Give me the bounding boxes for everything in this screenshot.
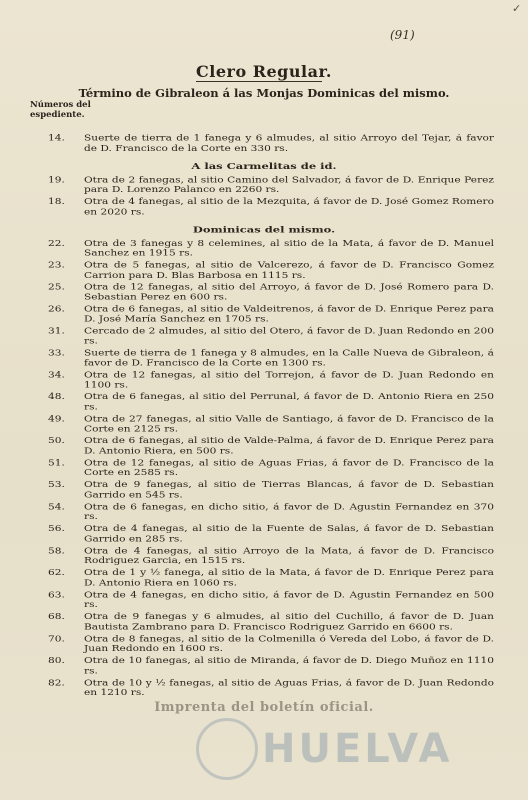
entry-text: Otra de 6 fanegas, al sitio del Perrunal, á favor de D. Antonio Riera en 250 rs. (84, 392, 494, 412)
expediente-number: 58. (48, 546, 65, 556)
entry-text: Otra de 6 fanegas, al sitio de Valde-Palma, á favor de D. Enrique Perez para D. Antonio Riera, en 500 rs. (84, 436, 494, 456)
expediente-number: 70. (48, 634, 65, 644)
expediente-number: 53. (48, 480, 65, 490)
expediente-number: 68. (48, 612, 65, 622)
entry-text: Otra de 10 y ½ fanegas, al sitio de Aguas Frias, á favor de D. Juan Redondo en 1210 rs. (84, 678, 494, 698)
entry-text: Otra de 2 fanegas, al sitio Camino del Salvador, á favor de D. Enrique Perez para D. Lorenzo Palanco en 2260 rs. (84, 175, 494, 195)
archive-logo-watermark (196, 718, 258, 780)
page-number: (91) (390, 28, 415, 42)
entry-text: Otra de 4 fanegas, al sitio de la Mezquita, á favor de D. José Gomez Romero en 2020 rs. (84, 197, 494, 217)
entry-text: Otra de 9 fanegas, al sitio de Tierras Blancas, á favor de D. Sebastian Garrido en 545 rs. (84, 480, 494, 500)
entry-text: Otra de 12 fanegas, al sitio de Aguas Frias, á favor de D. Francisco de la Corte en 2585 rs. (84, 458, 494, 478)
expediente-number: 26. (48, 304, 65, 314)
entry-text: Otra de 4 fanegas, en dicho sitio, á favor de D. Agustin Fernandez en 500 rs. (84, 590, 494, 610)
expediente-number: 80. (48, 656, 65, 666)
expediente-number: 34. (48, 370, 65, 380)
expediente-number: 54. (48, 502, 65, 512)
expediente-number: 49. (48, 414, 65, 424)
expediente-number: 56. (48, 524, 65, 534)
expediente-number: 18. (48, 197, 65, 207)
expediente-number: 82. (48, 678, 65, 688)
term-heading: Término de Gibraleon á las Monjas Dominicas del mismo. (78, 86, 450, 100)
entry-text: Cercado de 2 almudes, al sitio del Otero, á favor de D. Juan Redondo en 200 rs. (84, 326, 495, 346)
entry-text: Otra de 5 fanegas, al sitio de Valcerezo, á favor de D. Francisco Gomez Carrion para D. Blas Barbosa en 1115 rs. (84, 260, 494, 280)
expediente-number: 33. (48, 348, 65, 358)
expediente-number: 62. (48, 568, 65, 578)
entry-text: Otra de 4 fanegas, al sitio de la Fuente de Salas, á favor de D. Sebastian Garrido en 285 rs. (84, 524, 494, 544)
expediente-number: 48. (48, 392, 65, 402)
expediente-number: 23. (48, 260, 65, 270)
page-title: Clero Regular. (196, 62, 332, 81)
entry-text: Otra de 4 fanegas, al sitio Arroyo de la Mata, á favor de D. Francisco Rodriguez Garcia, en 1515 rs. (84, 546, 494, 566)
entry-text: Otra de 6 fanegas, al sitio de Valdeitrenos, á favor de D. Enrique Perez para D. José María Sanchez en 1705 rs. (84, 304, 494, 324)
section-heading: Dominicas del mismo. (192, 223, 336, 235)
entry-text: Otra de 9 fanegas y 6 almudes, al sitio del Cuchillo, á favor de D. Juan Bautista Zambrano para D. Francisco Rodriguez Garrido en 6600 rs. (84, 612, 494, 632)
expediente-number: 51. (48, 458, 65, 468)
expediente-number: 25. (48, 282, 65, 292)
entry-text: Otra de 6 fanegas, en dicho sitio, á favor de D. Agustin Fernandez en 370 rs. (84, 502, 494, 522)
archive-watermark: HUELVA (262, 726, 453, 772)
expediente-number: 31. (48, 326, 65, 336)
entry-text: Otra de 12 fanegas, al sitio del Torrejon, á favor de D. Juan Redondo en 1100 rs. (84, 370, 494, 390)
title-underline (196, 81, 322, 82)
printer-stamp: Imprenta del boletín oficial. (154, 700, 374, 715)
expediente-number: 22. (48, 238, 65, 248)
entry-text: Otra de 8 fanegas, al sitio de la Colmenilla ó Vereda del Lobo, á favor de D. Juan Redondo en 1600 rs. (84, 634, 494, 654)
section-heading: A las Carmelitas de id. (191, 160, 337, 171)
entry-text: Otra de 3 fanegas y 8 celemines, al sitio de la Mata, á favor de D. Manuel Sanchez en 1915 rs. (84, 238, 494, 258)
expediente-number: 50. (48, 436, 65, 446)
expediente-number: 63. (48, 590, 65, 600)
expediente-number: 14. (48, 134, 65, 143)
entry-text: Otra de 10 fanegas, al sitio de Miranda, á favor de D. Diego Muñoz en 1110 rs. (84, 656, 494, 676)
entry-text: Suerte de tierra de 1 fanega y 6 almudes, al sitio Arroyo del Tejar, á favor de D. Francisco de la Corte en 330 rs. (84, 134, 494, 153)
expediente-number: 19. (48, 175, 65, 185)
entry-text: Otra de 1 y ½ fanega, al sitio de la Mata, á favor de D. Enrique Perez para D. Antonio Riera en 1060 rs. (84, 568, 494, 588)
entry-text: Otra de 12 fanegas, al sitio del Arroyo, á favor de D. José Romero para D. Sebastian Perez en 600 rs. (84, 282, 494, 302)
entry-text: Suerte de tierra de 1 fanega y 8 almudes, en la Calle Nueva de Gibraleon, á favor de D. Francisco de la Corte en 1300 rs. (84, 348, 494, 368)
column-header: Números del espediente. (30, 100, 91, 120)
entry-text: Otra de 27 fanegas, al sitio Valle de Santiago, á favor de D. Francisco de la Corte en 2125 rs. (84, 414, 494, 434)
corner-check-mark: ✓ (512, 2, 522, 15)
